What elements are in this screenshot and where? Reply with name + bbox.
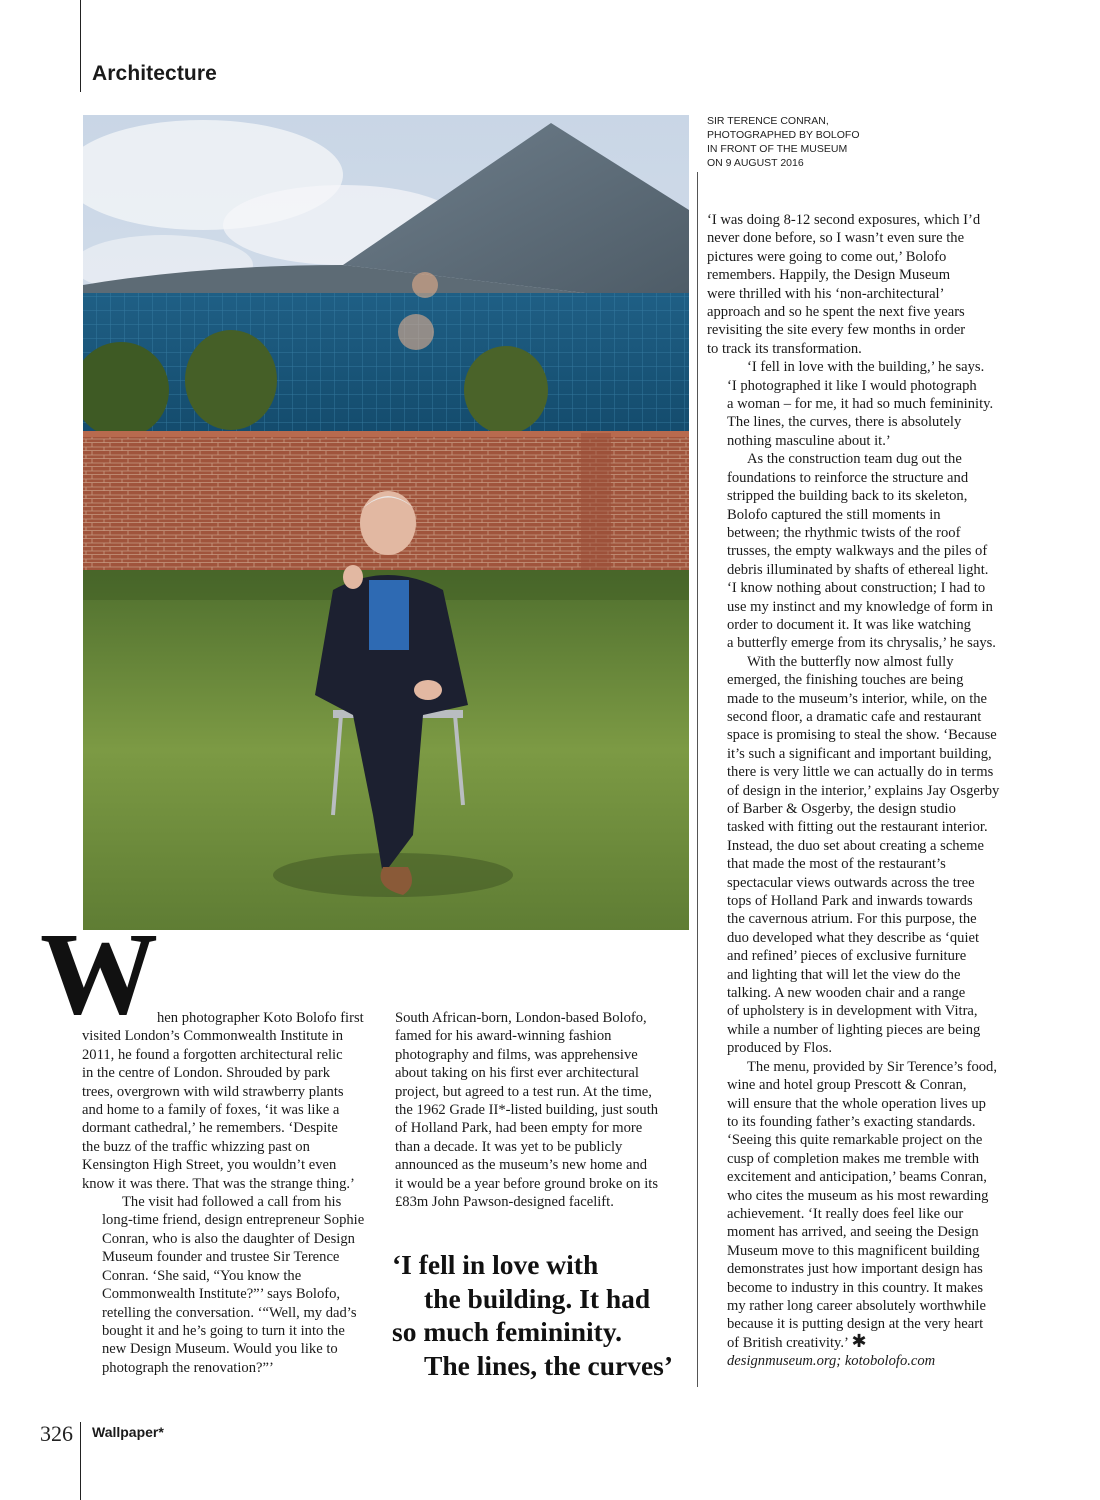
left-column	[82, 1009, 372, 1377]
pull-quote-line: the building. It had	[424, 1282, 651, 1314]
text-line: to track its transformation.	[707, 340, 862, 357]
text-line: the buzz of the traffic whizzing past on	[82, 1138, 310, 1155]
caption-line: SIR TERENCE CONRAN,	[707, 115, 829, 127]
text-line: to its founding father’s exacting standards.	[727, 1113, 976, 1130]
text-line: and refined’ pieces of exclusive furniture	[727, 948, 967, 965]
text-line: With the butterfly now almost fully	[747, 653, 954, 670]
section-label: Architecture	[92, 62, 217, 85]
text-line: talking. A new wooden chair and a range	[727, 985, 966, 1002]
text-line: wine and hotel group Prescott & Conran,	[727, 1077, 967, 1094]
paragraph	[82, 1009, 372, 1193]
magazine-name: Wallpaper*	[92, 1424, 164, 1440]
main-photo	[83, 115, 689, 930]
text-line: produced by Flos.	[727, 1040, 832, 1057]
text-line: of design in the interior,’ explains Jay Osgerby	[727, 782, 1000, 799]
text-line: photography and films, was apprehensive	[395, 1046, 638, 1063]
text-line: stripped the building back to its skeleton,	[727, 488, 968, 505]
paragraph	[82, 1193, 372, 1377]
text-line: know it was there. That was the strange thing.’	[82, 1175, 355, 1192]
text-line: achievement. ‘It really does feel like our	[727, 1205, 964, 1222]
text-line: of Holland Park, had been empty for more	[395, 1120, 643, 1137]
text-line: that made the most of the restaurant’s	[727, 856, 946, 873]
text-line: while a number of lighting pieces are being	[727, 1021, 981, 1038]
paragraph	[707, 1058, 1005, 1371]
text-line: nothing masculine about it.’	[727, 432, 891, 449]
text-line: bought it and he’s going to turn it into the	[102, 1322, 345, 1339]
text-line: foundations to reinforce the structure and	[727, 469, 969, 486]
text-line: second floor, a dramatic cafe and restaurant	[727, 708, 982, 725]
text-line: and lighting that will let the view do the	[727, 966, 961, 983]
text-line: Kensington High Street, you wouldn’t even	[82, 1157, 337, 1174]
text-line: Bolofo captured the still moments in	[727, 506, 941, 523]
text-line: cusp of completion makes me tremble with	[727, 1150, 980, 1167]
text-line: £83m John Pawson-designed facelift.	[395, 1194, 614, 1211]
photo-caption	[707, 114, 887, 170]
text-line: project, but agreed to a test run. At the time,	[395, 1083, 652, 1100]
text-line: moment has arrived, and seeing the Design	[727, 1224, 979, 1241]
text-line: than a decade. It was yet to be publicly	[395, 1138, 623, 1155]
text-line: demonstrates just how important design has	[727, 1261, 983, 1278]
text-line: The menu, provided by Sir Terence’s food,	[747, 1058, 997, 1075]
pull-quote-line: The lines, the curves’	[424, 1349, 674, 1381]
text-line: As the construction team dug out the	[747, 451, 962, 468]
text-line-last	[707, 1330, 1005, 1352]
text-line: who cites the museum as his most rewarding	[727, 1187, 989, 1204]
web-credit: designmuseum.org; kotobolofo.com	[727, 1353, 936, 1370]
top-divider	[80, 0, 81, 92]
text-line: tops of Holland Park and inwards towards	[727, 893, 973, 910]
text-line: trees, overgrown with wild strawberry plants	[82, 1083, 344, 1100]
text-line: excitement and anticipation,’ beams Conran,	[727, 1169, 987, 1186]
paragraph	[707, 450, 1005, 652]
text-line: and home to a family of foxes, ‘it was like a	[82, 1102, 340, 1119]
text-line: use my instinct and my knowledge of form in	[727, 598, 993, 615]
text-line: a woman – for me, it had so much femininity.	[727, 396, 994, 413]
text-line: revisiting the site every few months in order	[707, 322, 966, 339]
text-line: debris illuminated by shafts of ethereal light.	[727, 561, 989, 578]
text-fragment: of British creativity.’	[727, 1334, 848, 1351]
text-line: dormant cathedral,’ he remembers. ‘Despite	[82, 1120, 338, 1137]
text-line: Instead, the duo set about creating a scheme	[727, 837, 984, 854]
text-line: order to document it. It was like watching	[727, 616, 971, 633]
text-line: Conran, who is also the daughter of Design	[102, 1230, 355, 1247]
text-line: tasked with fitting out the restaurant interior.	[727, 819, 988, 836]
footer-divider	[80, 1422, 81, 1500]
text-line: of upholstery is in development with Vitra,	[727, 1003, 978, 1020]
caption-line: ON 9 AUGUST 2016	[707, 157, 804, 169]
paragraph	[707, 358, 1005, 450]
text-line: will ensure that the whole operation lives up	[727, 1095, 986, 1112]
text-line: were thrilled with his ‘non-architectural’	[707, 285, 945, 302]
text-line: remembers. Happily, the Design Museum	[707, 267, 951, 284]
text-line: Commonwealth Institute?”’ says Bolofo,	[102, 1286, 341, 1303]
text-line: retelling the conversation. ‘“Well, my dad’s	[102, 1304, 357, 1321]
pull-quote-line: so much femininity.	[392, 1316, 622, 1347]
text-line: spectacular views outwards across the tree	[727, 874, 975, 891]
text-line: emerged, the finishing touches are being	[727, 672, 964, 689]
caption-line: PHOTOGRAPHED BY BOLOFO	[707, 129, 860, 141]
text-line: ‘I fell in love with the building,’ he says.	[747, 359, 985, 376]
text-line: it would be a year before ground broke on its	[395, 1175, 659, 1192]
text-line: trusses, the empty walkways and the piles of	[727, 543, 988, 560]
text-line: there is very little we can actually do in terms	[727, 764, 994, 781]
page-number: 326	[40, 1421, 73, 1446]
text-line: Conran. ‘She said, “You know the	[102, 1267, 302, 1284]
text-line: Museum move to this magnificent building	[727, 1242, 980, 1259]
paragraph	[707, 211, 1005, 358]
text-line: my rather long career absolutely worthwhile	[727, 1297, 986, 1314]
text-line: photograph the renovation?”’	[102, 1359, 274, 1376]
caption-line: IN FRONT OF THE MUSEUM	[707, 143, 848, 155]
middle-column	[395, 1009, 685, 1211]
text-line: ‘Seeing this quite remarkable project on the	[727, 1132, 983, 1149]
text-line: hen photographer Koto Bolofo first	[157, 1010, 364, 1026]
text-line: Museum founder and trustee Sir Terence	[102, 1249, 340, 1266]
text-line: between; the rhythmic twists of the roof	[727, 524, 961, 541]
text-line: of Barber & Osgerby, the design studio	[727, 801, 956, 817]
text-line: the 1962 Grade II*-listed building, just south	[395, 1102, 659, 1119]
text-line: because it is putting design at the very heart	[727, 1316, 984, 1333]
text-line: long-time friend, design entrepreneur Sophie	[102, 1212, 365, 1229]
text-line: new Design Museum. Would you like to	[102, 1341, 338, 1358]
text-line: approach and so he spent the next five years	[707, 304, 965, 321]
text-line: ‘I was doing 8-12 second exposures, which I’d	[707, 212, 981, 228]
text-line: made to the museum’s interior, while, on the	[727, 690, 988, 707]
text-line: it’s such a significant and important building,	[727, 745, 992, 762]
text-line: the cavernous atrium. For this purpose, the	[727, 911, 977, 928]
text-line: South African-born, London-based Bolofo,	[395, 1010, 647, 1026]
text-line: about taking on his first ever architectural	[395, 1065, 639, 1082]
text-line: announced as the museum’s new home and	[395, 1157, 648, 1174]
text-line: The visit had followed a call from his	[122, 1194, 342, 1211]
text-line: ‘I know nothing about construction; I had to	[727, 580, 986, 597]
text-line: 2011, he found a forgotten architectural relic	[82, 1046, 343, 1063]
text-line: The lines, the curves, there is absolutely	[727, 414, 962, 431]
text-line: visited London’s Commonwealth Institute in	[82, 1028, 344, 1045]
paragraph	[707, 653, 1005, 1058]
text-line: never done before, so I wasn’t even sure the	[707, 230, 965, 247]
text-line: duo developed what they describe as ‘quiet	[727, 929, 980, 946]
column-divider	[697, 172, 698, 1387]
pull-quote-line: ‘I fell in love with	[392, 1249, 599, 1280]
end-mark-icon: ✱	[851, 1330, 867, 1352]
pull-quote	[392, 1248, 692, 1382]
text-line: space is promising to steal the show. ‘Because	[727, 727, 997, 744]
text-line: a butterfly emerge from its chrysalis,’ he says.	[727, 635, 996, 652]
text-line: pictures were going to come out,’ Bolofo	[707, 248, 947, 265]
text-line: in the centre of London. Shrouded by park	[82, 1065, 331, 1082]
drop-cap: W	[40, 908, 158, 1039]
text-line: ‘I photographed it like I would photograph	[727, 377, 977, 394]
text-line: famed for his award-winning fashion	[395, 1028, 612, 1045]
text-line: become to industry in this country. It makes	[727, 1279, 984, 1296]
paragraph	[395, 1009, 685, 1211]
right-column	[707, 211, 1005, 1371]
